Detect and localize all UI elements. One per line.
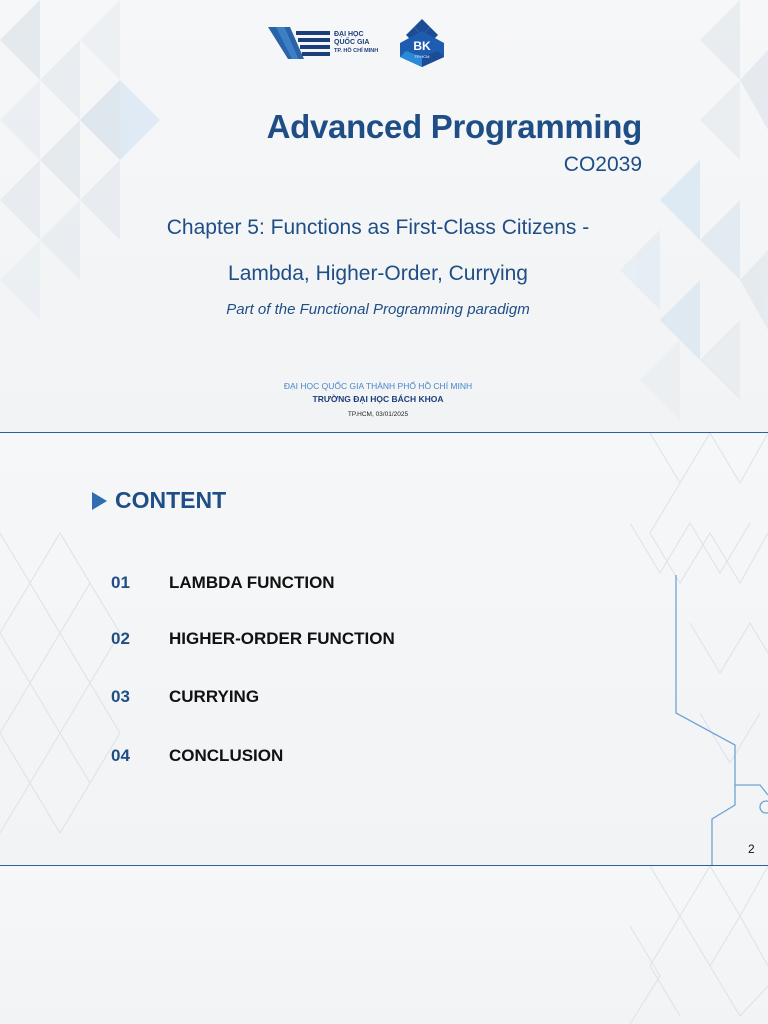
vnu-logo-line2: QUỐC GIA [334,39,370,46]
presentation-date: TP.HCM, 03/01/2025 [347,411,409,418]
content-slide [0,433,768,865]
logo-bar [266,16,448,70]
content-heading [92,487,226,514]
toc-item-number: 02 [111,629,130,648]
chapter-title-line2: Lambda, Higher-Order, Currying [228,262,528,285]
toc-item [111,687,259,707]
outline-triangle-pattern [0,866,768,1024]
svg-text:TP.HCM: TP.HCM [414,54,430,59]
toc-item [111,746,283,766]
toc-item-label: HIGHER-ORDER FUNCTION [169,629,395,648]
title-slide [0,0,768,432]
toc-item-number: 01 [111,573,130,592]
university-name: ĐẠI HỌC QUỐC GIA THÀNH PHỐ HỒ CHÍ MINH [283,381,473,391]
bk-logo [396,17,448,69]
page-number: 2 [748,842,755,856]
toc-item-number: 04 [111,746,130,765]
vnu-logo-line3: TP. HỒ CHÍ MINH [334,48,379,54]
toc-item-label: CONCLUSION [169,746,284,765]
toc-item [111,573,335,593]
toc-item-label: LAMBDA FUNCTION [169,573,335,592]
course-code: CO2039 [563,153,642,176]
chapter-title-line1: Chapter 5: Functions as First-Class Citizens - [166,216,590,239]
school-name: TRƯỜNG ĐẠI HỌC BÁCH KHOA [312,394,444,404]
play-triangle-icon [92,492,107,510]
svg-text:BK: BK [413,39,431,53]
toc-item-label: CURRYING [169,687,260,706]
vnu-logo [266,21,378,65]
content-title: CONTENT [115,487,227,513]
chapter-subtitle: Part of the Functional Programming paradigm [226,301,530,318]
vnu-emblem-icon [266,21,330,65]
vnu-logo-line1: ĐẠI HỌC [334,31,364,38]
toc-item-number: 03 [111,687,130,706]
course-title: Advanced Programming [266,108,642,145]
toc-item [111,629,395,649]
next-slide-partial [0,866,768,1024]
